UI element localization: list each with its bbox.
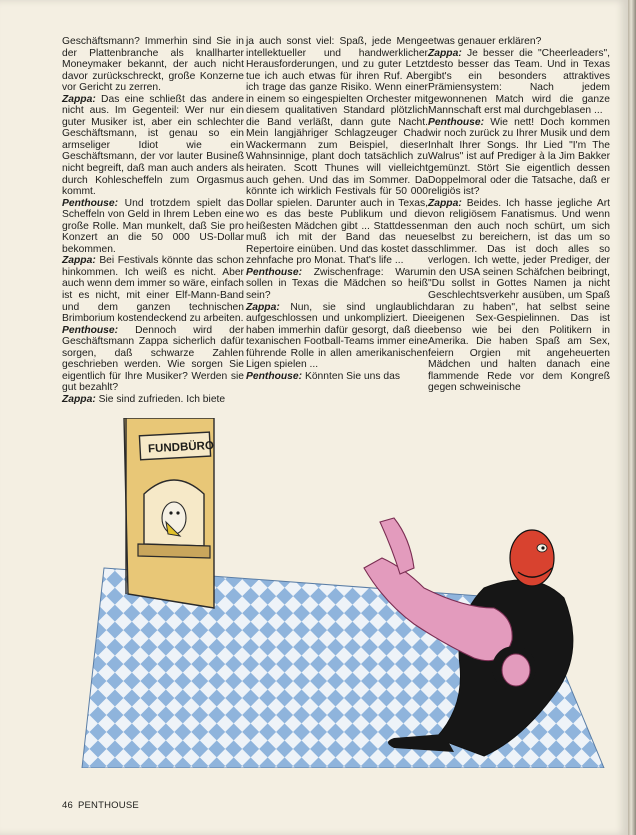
sign-text: FUNDBÜRO bbox=[147, 439, 215, 456]
paragraph bbox=[428, 198, 610, 394]
paragraph bbox=[62, 255, 244, 324]
speaker-label: Zappa: bbox=[428, 197, 462, 209]
paragraph-text: Beides. Ich hasse jegliche Art von religiösem Fanatismus. Und wenn man den auch noch schürt, um sich selbst zu bereichern, ist das um so schlimmer. Das ist doch alles so verlogen. Ich wette, jeder Prediger, der in den USA seinen Schäfchen beibringt, "Du sollst in Gottes Namen ja nicht Geschlechtsverkehr ausüben, um Spaß daran zu haben", hat selbst seine eigenen Sex-Gespielinnen. Das ist ebenso wie bei den Politikern in Amerika. Die haben Spaß am Sex, feiern Orgien mit angeheuerten Mädchen und halten danach eine flammende Rede vor dem Kongreß gegen schweinische bbox=[428, 197, 610, 394]
speaker-label: Zappa: bbox=[428, 47, 462, 59]
speaker-label: Zappa: bbox=[62, 393, 96, 405]
text-column-1 bbox=[62, 36, 244, 406]
speaker-label: Zappa: bbox=[246, 301, 280, 313]
clerk-figure bbox=[162, 502, 186, 534]
paragraph-text: Wie nett! Doch kommen wir noch zurück zu Ihrer Musik und dem Inhalt Ihrer Songs. Ihr Lied "I'm The Walrus" ist auf Prediger à la Jim Bakker gemünzt. Stört Sie eigentlich dessen Doppelmoral oder die Tatsache, daß er religiös ist? bbox=[428, 116, 610, 198]
speaker-label: Zappa: bbox=[62, 255, 96, 267]
paragraph-text: Nun, sie sind unglaublich aufgeschlossen und unkompliziert. Die haben immerhin dafür gesorgt, daß die texanischen Football-Teams immer eine führende Rolle in allen amerikanischen Ligen spielen ... bbox=[246, 301, 428, 371]
counter bbox=[138, 544, 210, 558]
speaker-label: Zappa: bbox=[62, 93, 96, 105]
paragraph bbox=[246, 302, 428, 371]
speaker-label: Penthouse: bbox=[246, 370, 303, 382]
paragraph bbox=[246, 36, 428, 267]
cartoon-illustration bbox=[64, 418, 612, 768]
paragraph bbox=[62, 325, 244, 394]
paragraph bbox=[62, 198, 244, 256]
speaker-label: Penthouse: bbox=[62, 324, 119, 336]
speaker-label: Penthouse: bbox=[62, 197, 119, 209]
paragraph bbox=[428, 36, 610, 48]
paragraph-text: Je besser die "Cheerleaders", desto besser das Team. Und in Texas gibt's ein besonders attraktives Prämiensystem: Nach jedem gewonnenen Match wird die ganze Mannschaft erst mal durchgeblasen ... bbox=[428, 47, 610, 117]
text-column-3 bbox=[428, 36, 610, 394]
page-edge bbox=[628, 0, 636, 835]
paragraph-text: etwas genauer erklären? bbox=[428, 36, 542, 47]
paragraph-text: Das eine schließt das andere nicht aus. Im Gegenteil: Wer nur ein guter Musiker ist, aber ein schlechter Geschäftsmann, ist genau so ein armseliger Idiot wie ein Geschäftsmann, der vor lauter Busineß nicht begreift, daß man auch anders als durch Kohlescheffeln zum Orgasmus kommt. bbox=[62, 93, 244, 198]
paragraph bbox=[428, 48, 610, 117]
magazine-name: PENTHOUSE bbox=[77, 800, 139, 811]
paragraph-text: Dennoch wird der Geschäftsmann Zappa sicherlich dafür sorgen, daß schwarze Zahlen geschrieben werden. Wie sorgen Sie eigentlich für Ihre Musiker? Werden sie gut bezahlt? bbox=[62, 324, 244, 394]
paragraph bbox=[428, 117, 610, 198]
paragraph-text: Bei Festivals könnte das schon hinkommen. Ich weiß es nicht. Aber auch wenn dem immer so wäre, einfach ist es nicht, mit einer Elf-Mann-Band und dem ganzen technischen Brimborium kostendeckend zu arbeiten. bbox=[62, 255, 244, 325]
paragraph-text: Sie sind zufrieden. Ich biete bbox=[98, 393, 226, 405]
text-column-2 bbox=[246, 36, 428, 382]
paragraph bbox=[62, 394, 244, 406]
paragraph bbox=[246, 267, 428, 302]
paragraph bbox=[62, 36, 244, 94]
paragraph-text: Geschäftsmann? Immerhin sind Sie in der Plattenbranche als knallharter Moneymaker bekannt, der auch nicht davor zurückschreckt, große Konzerne vor Gericht zu zerren. bbox=[62, 36, 244, 94]
paragraph-text: Könnten Sie uns das bbox=[304, 370, 400, 382]
paragraph-text: ja auch sonst viel: Spaß, jede Menge intellektueller und handwerklicher Herausforderungen, und zu guter Letzt tue ich auch etwas für ihren Ruf. Aber ich trage das ganze Risiko. Wenn einer in einem so eingespielten Orchester mit diesem qualitativen Standard plötzlich die Band verläßt, dann gute Nacht. Mein langjähriger Schlagzeuger Chad Wackermann zum Beispiel, dieser Wahnsinnige, plant doch tatsächlich zu heiraten. Scott Thunes will vielleicht auch gehen. Und das im Sommer. Da könnte ich wirklich Festivals für 50 000 Dollar spielen. Darunter auch in Texas, wo es das beste Publikum und die heißesten Mädchen gibt ... Stattdessen muß ich mit der Band das neue Repertoire einüben. Und das kostet das zehnfache pro Monat. That's life ... bbox=[246, 36, 428, 267]
page-footer bbox=[62, 800, 139, 811]
speaker-label: Penthouse: bbox=[428, 116, 485, 128]
page-number: 46 bbox=[62, 800, 73, 811]
paragraph-text: Und trotzdem spielt das Scheffeln von Geld in Ihrem Leben eine große Rolle. Man munkelt, daß Sie pro Konzert an die 50 000 US-Dollar bekommen. bbox=[62, 197, 244, 255]
paragraph bbox=[62, 94, 244, 198]
paragraph-text: Zwischenfrage: Warum sollen in Texas die Mädchen so heiß sein? bbox=[246, 266, 428, 302]
speaker-label: Penthouse: bbox=[246, 266, 303, 278]
paragraph bbox=[246, 371, 428, 383]
